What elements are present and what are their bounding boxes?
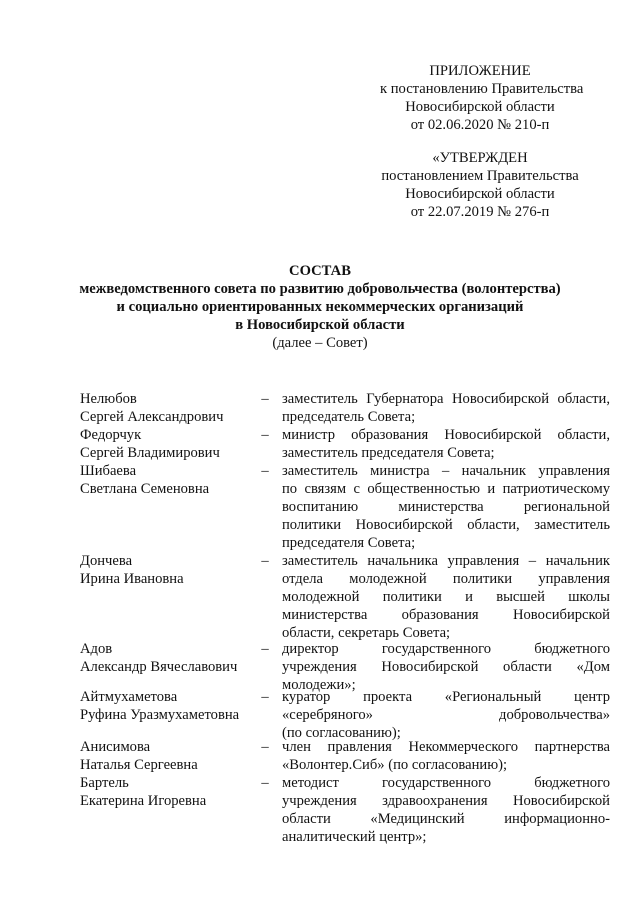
role-line: заместитель начальника управления – начальник (282, 553, 610, 569)
member-given-names: Сергей Владимирович (80, 445, 220, 461)
member-given-names: Екатерина Игоревна (80, 793, 207, 809)
role-line: директор государственного бюджетного (282, 641, 610, 657)
member-surname: Нелюбов (80, 391, 137, 407)
role-line: (по согласованию); (282, 725, 401, 741)
dash-separator: – (261, 775, 269, 791)
role-line: политики Новосибирской области, заместитель (282, 517, 610, 533)
member-surname: Шибаева (80, 463, 137, 479)
approval-stamp (380, 149, 580, 221)
dash-separator: – (261, 689, 269, 705)
role-line: «Волонтер.Сиб» (по согласованию); (282, 757, 508, 773)
appendix-line: Новосибирской области (405, 99, 555, 115)
member-name (80, 390, 260, 426)
document-title (40, 262, 600, 352)
role-line: заместитель Губернатора Новосибирской области, (282, 391, 610, 407)
role-line: член правления Некоммерческого партнерства (282, 739, 610, 755)
member-name (80, 774, 260, 810)
member-surname: Адов (80, 641, 113, 657)
member-name (80, 738, 260, 774)
member-given-names: Александр Вячеславович (80, 659, 238, 675)
appendix-date-number: от 02.06.2020 № 210-п (410, 117, 550, 133)
appendix-label: ПРИЛОЖЕНИЕ (429, 63, 531, 79)
member-name (80, 462, 260, 498)
member-given-names: Руфина Уразмухаметовна (80, 707, 240, 723)
dash-separator: – (261, 553, 269, 569)
role-line: министерства образования Новосибирской (282, 607, 610, 623)
dash-separator: – (261, 739, 269, 755)
member-role (282, 552, 610, 642)
member-surname: Анисимова (80, 739, 151, 755)
role-line: заместитель министра – начальник управления (282, 463, 610, 479)
role-line: учреждения здравоохранения Новосибирской (282, 793, 610, 809)
member-surname: Федорчук (80, 427, 142, 443)
dash-separator: – (261, 391, 269, 407)
role-line: по связям с общественностью и патриотическому (282, 481, 610, 497)
member-surname: Бартель (80, 775, 129, 791)
member-name (80, 640, 260, 676)
member-surname: Айтмухаметова (80, 689, 178, 705)
member-role (282, 688, 610, 742)
member-role (282, 462, 610, 552)
title-line-3: в Новосибирской области (235, 317, 405, 333)
role-line: аналитический центр»; (282, 829, 427, 845)
role-line: отдела молодежной политики управления (282, 571, 610, 587)
approved-date-number: от 22.07.2019 № 276-п (410, 204, 550, 220)
member-surname: Дончева (80, 553, 133, 569)
approved-label: «УТВЕРЖДЕН (432, 150, 528, 166)
role-line: молодежной политики и высшей школы (282, 589, 610, 605)
role-line: куратор проекта «Региональный центр (282, 689, 610, 705)
member-role (282, 738, 610, 774)
title-note: (далее – Совет) (272, 335, 368, 351)
dash-separator: – (261, 641, 269, 657)
member-role (282, 640, 610, 694)
approved-line: Новосибирской области (405, 186, 555, 202)
member-given-names: Ирина Ивановна (80, 571, 184, 587)
role-line: «серебряного» добровольчества» (282, 707, 610, 723)
role-line: министр образования Новосибирской области, (282, 427, 610, 443)
appendix-stamp (380, 62, 584, 134)
member-role (282, 774, 610, 846)
member-given-names: Наталья Сергеевна (80, 757, 198, 773)
member-name (80, 426, 260, 462)
role-line: учреждения Новосибирской области «Дом (282, 659, 610, 675)
role-line: области «Медицинский информационно- (282, 811, 610, 827)
member-role (282, 390, 610, 426)
role-line: председатель Совета; (282, 409, 416, 425)
member-role (282, 426, 610, 462)
role-line: воспитанию министерства региональной (282, 499, 610, 515)
title-heading: СОСТАВ (289, 263, 351, 279)
approved-line: постановлением Правительства (381, 168, 579, 184)
dash-separator: – (261, 427, 269, 443)
member-given-names: Сергей Александрович (80, 409, 224, 425)
appendix-line: к постановлению Правительства (380, 81, 584, 97)
role-line: молодежи»; (282, 677, 356, 693)
member-name (80, 688, 260, 724)
dash-separator: – (261, 463, 269, 479)
role-line: методист государственного бюджетного (282, 775, 610, 791)
title-line-1: межведомственного совета по развитию добровольчества (волонтерства) (79, 281, 561, 297)
member-name (80, 552, 260, 588)
role-line: заместитель председателя Совета; (282, 445, 495, 461)
title-line-2: и социально ориентированных некоммерческих организаций (116, 299, 524, 315)
role-line: области, секретарь Совета; (282, 625, 451, 641)
role-line: председателя Совета; (282, 535, 416, 551)
member-given-names: Светлана Семеновна (80, 481, 210, 497)
